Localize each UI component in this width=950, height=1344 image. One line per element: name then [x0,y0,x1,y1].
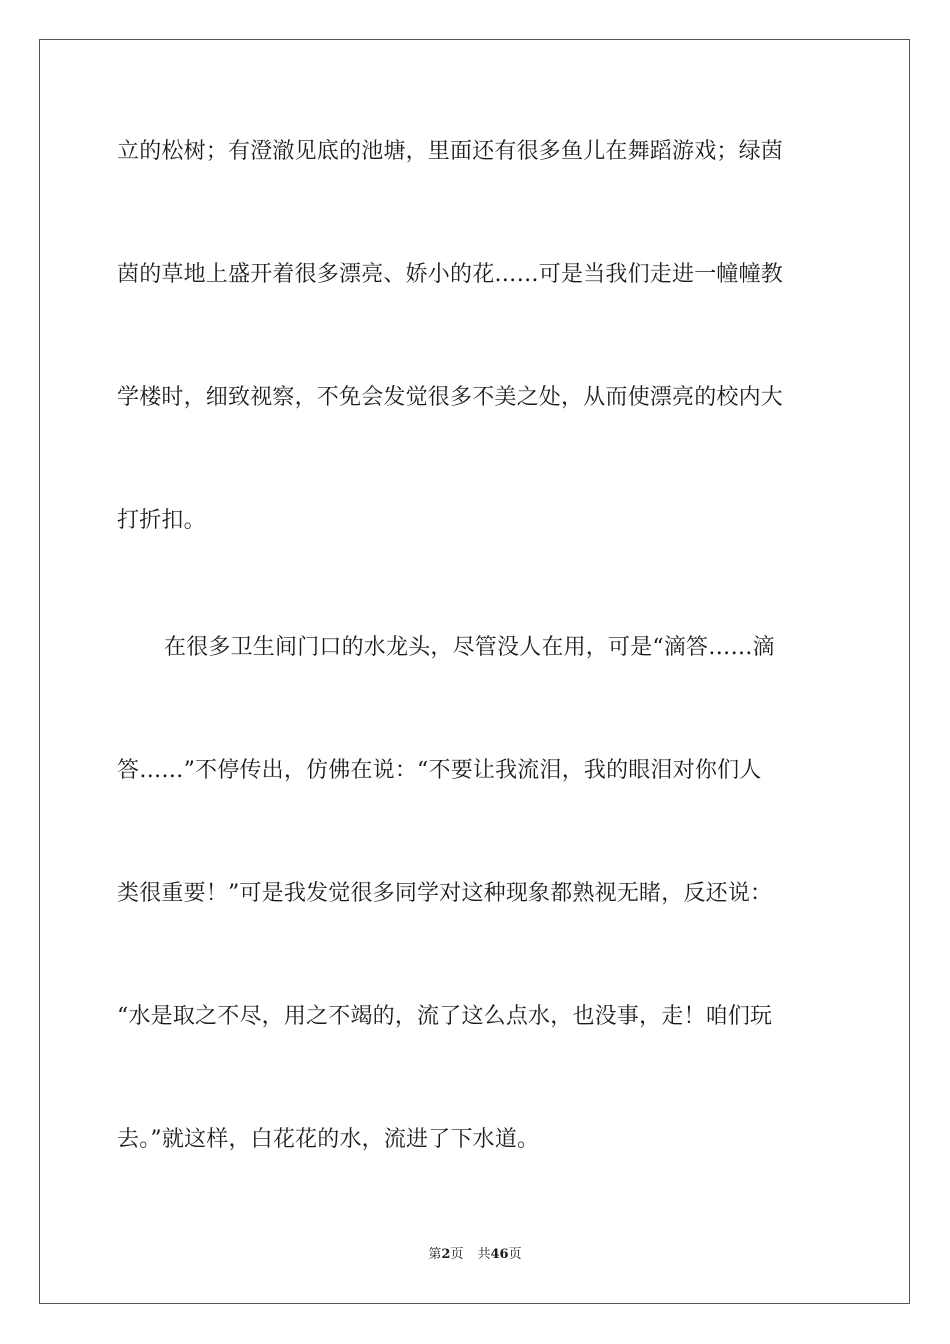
text-line-8: “水是取之不尽，用之不竭的，流了这么点水，也没事，走！咱们玩 [117,1004,773,1029]
paragraph-2-first-line: 在很多卫生间门口的水龙头，尽管没人在用，可是“滴答……滴 [164,635,775,660]
text-line-7: 类很重要！”可是我发觉很多同学对这种现象都熟视无睹，反还说： [117,881,773,906]
text-line-9: 去。”就这样，白花花的水，流进了下水道。 [117,1127,540,1152]
text-line-2: 茵的草地上盛开着很多漂亮、娇小的花……可是当我们走进一幢幢教 [117,262,784,287]
page-footer [0,1246,950,1264]
page-suffix: 页 [450,1247,464,1262]
total-suffix: 页 [508,1247,522,1262]
total-prefix: 共 [477,1247,491,1262]
page-number: 2 [441,1247,451,1262]
text-line-4: 打折扣。 [117,508,206,533]
text-line-3: 学楼时，细致视察，不免会发觉很多不美之处，从而使漂亮的校内大 [117,385,784,410]
text-line-1: 立的松树；有澄澈见底的池塘，里面还有很多鱼儿在舞蹈游戏；绿茵 [117,139,784,164]
page-border [39,39,910,1304]
total-pages: 46 [490,1247,509,1262]
page-prefix: 第 [428,1247,442,1262]
text-line-6: 答……”不停传出，仿佛在说：“不要让我流泪，我的眼泪对你们人 [117,758,762,783]
